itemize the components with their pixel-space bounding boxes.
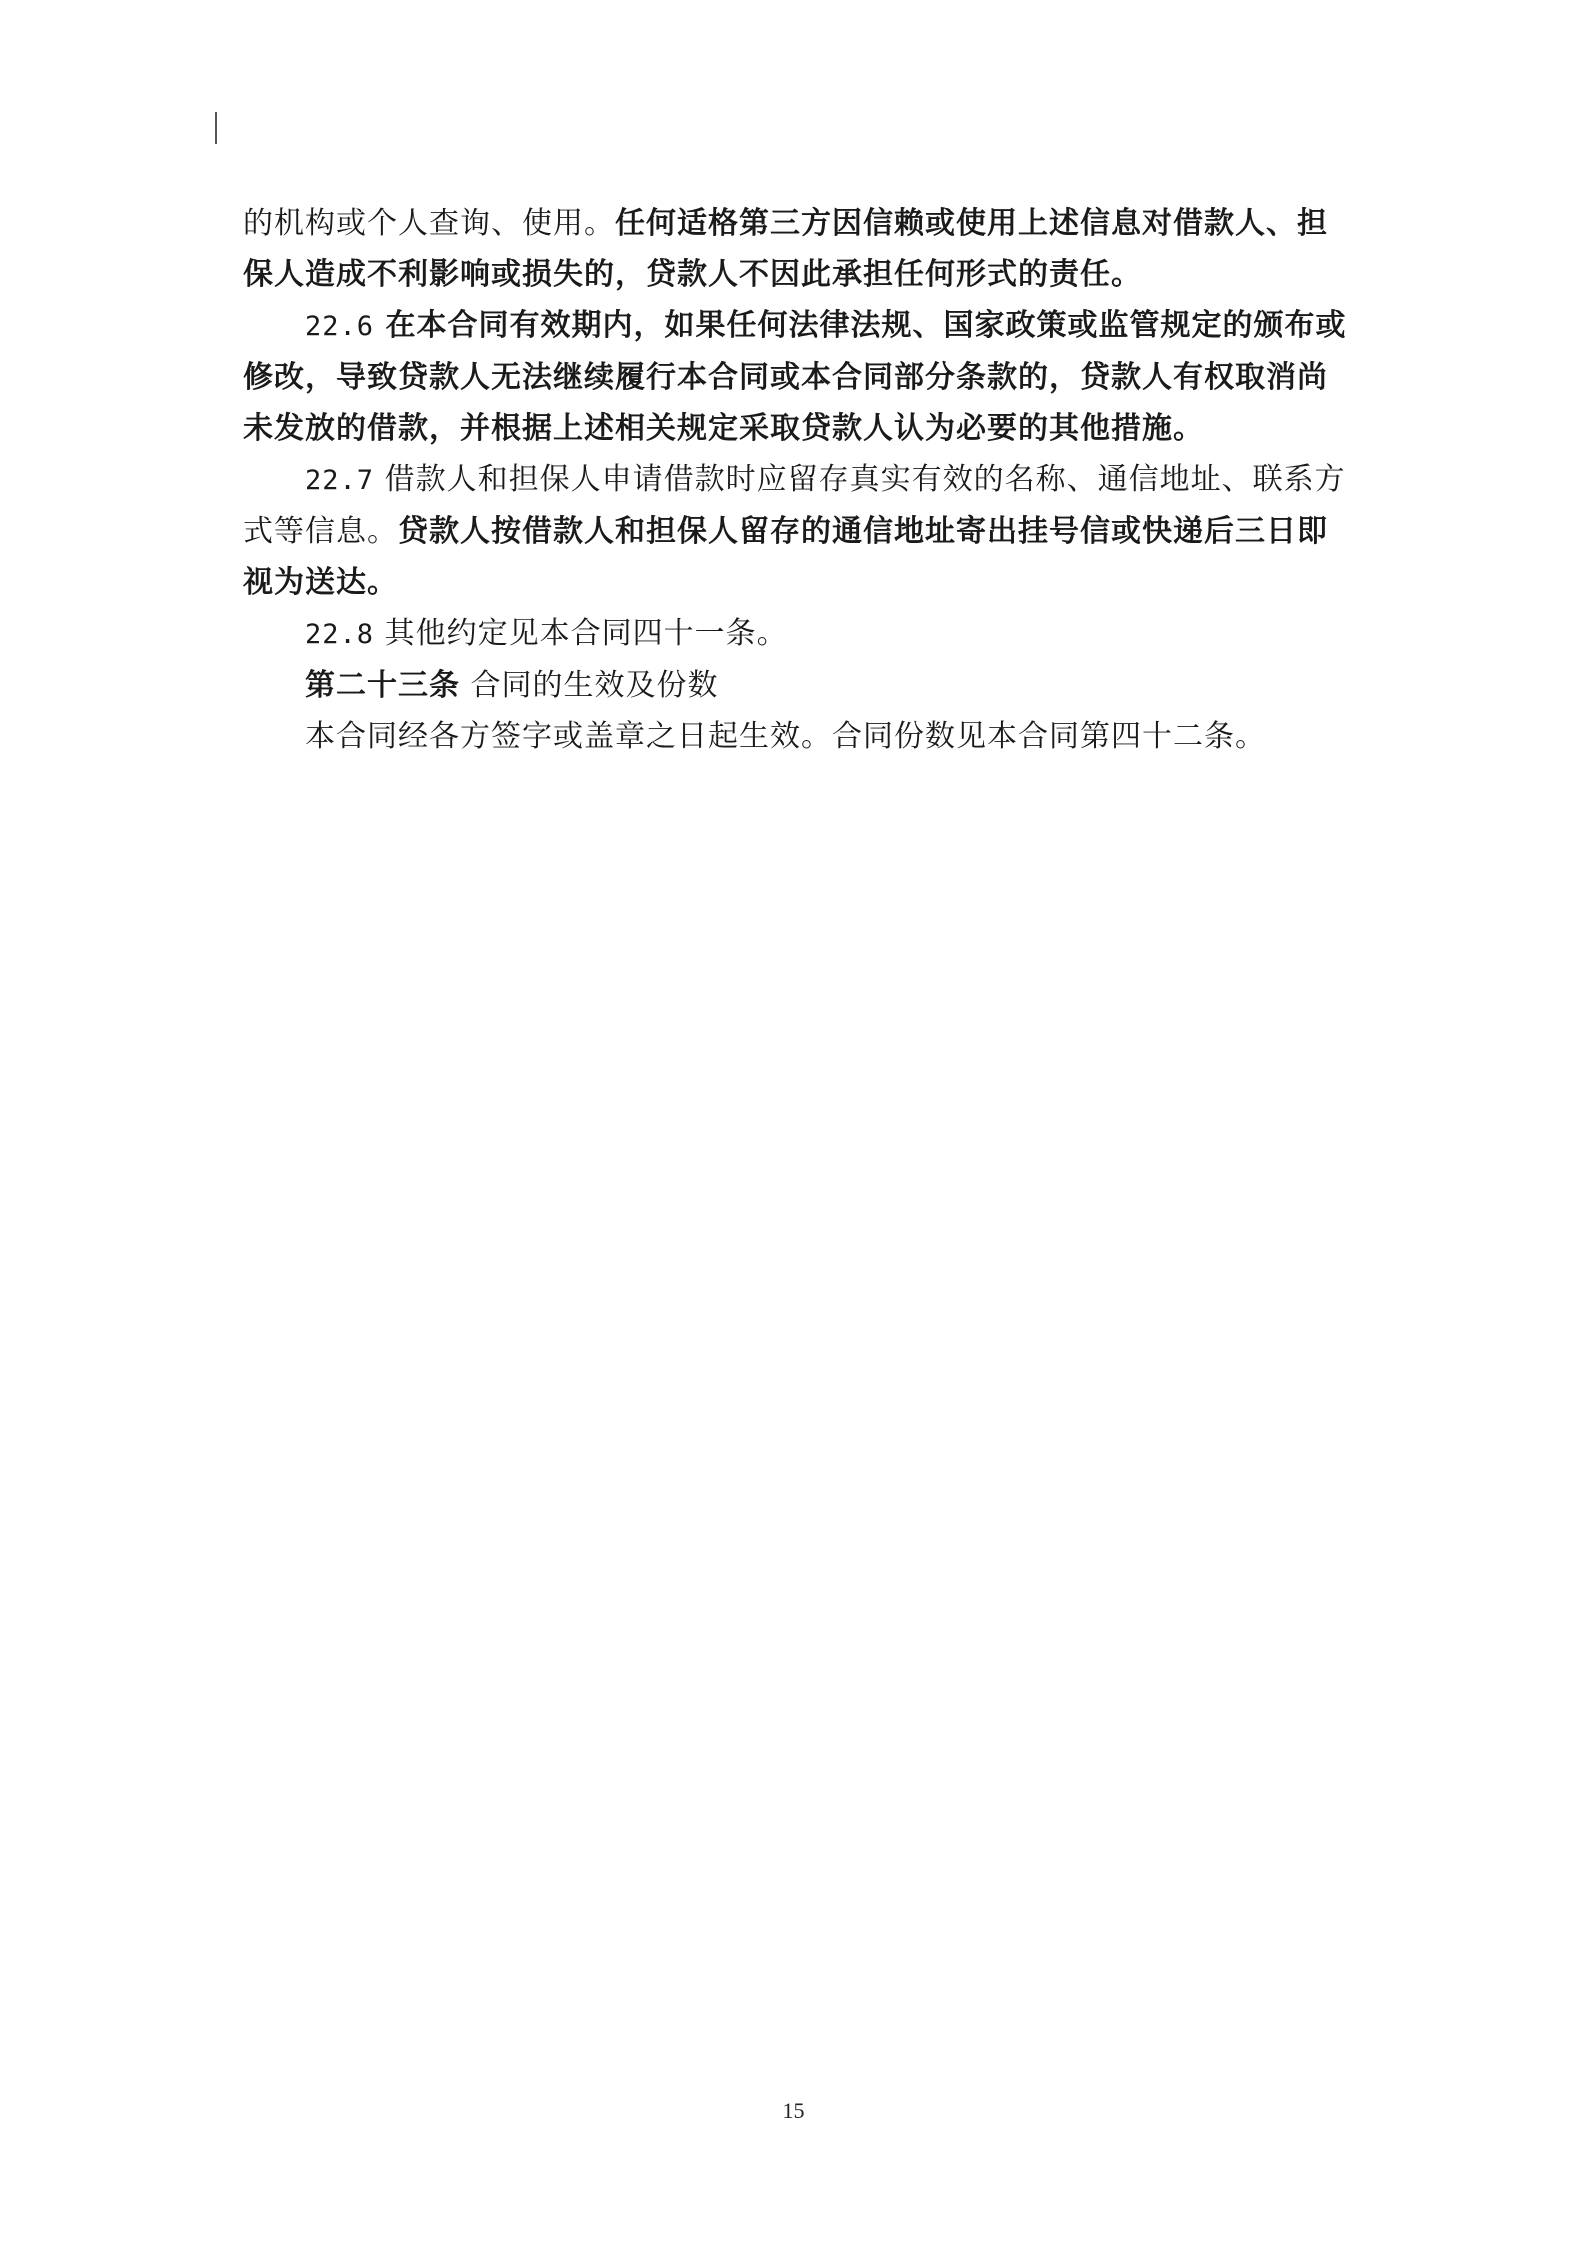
paragraph-cont <box>243 198 1355 300</box>
clause-number: 22.6 <box>305 311 375 342</box>
paragraph-p22-8 <box>243 608 1355 660</box>
paragraph-p22-7 <box>243 454 1355 608</box>
paragraph-text: 合同的生效及份数 <box>460 668 719 703</box>
paragraph-text: 其他约定见本合同四十一条。 <box>374 616 788 651</box>
document-body <box>243 198 1355 762</box>
clause-number: 22.8 <box>305 619 375 650</box>
paragraph-text: 在本合同有效期内，如果任何法律法规、国家政策或监管规定的颁布或修改，导致贷款人无法继续履行本合同或本合同部分条款的，贷款人有权取消尚未发放的借款，并根据上述相关规定采取贷款人认为必要的其他措施。 <box>243 308 1347 446</box>
paragraph-text: 借款人和担保人申请借款时应留存真实有效的名称、通信地址、联系方式等信息。 <box>243 462 1346 549</box>
paragraph-text: 任何适格第三方因信赖或使用上述信息对借款人、担保人造成不利影响或损失的，贷款人不因此承担任何形式的责任。 <box>243 206 1328 292</box>
paragraph-art23-body <box>243 711 1355 762</box>
paragraph-text: 的机构或个人查询、使用。 <box>243 206 615 241</box>
paragraph-text: 本合同经各方签字或盖章之日起生效。合同份数见本合同第四十二条。 <box>305 719 1266 754</box>
clause-number: 22.7 <box>305 465 375 496</box>
paragraph-art23 <box>243 660 1355 711</box>
paragraph-text: 第二十三条 <box>305 668 460 703</box>
text-cursor-mark <box>215 112 217 144</box>
page-number: 15 <box>782 2098 805 2123</box>
paragraph-text: 贷款人按借款人和担保人留存的通信地址寄出挂号信或快递后三日即视为送达。 <box>243 514 1328 600</box>
paragraph-p22-6 <box>243 300 1355 454</box>
